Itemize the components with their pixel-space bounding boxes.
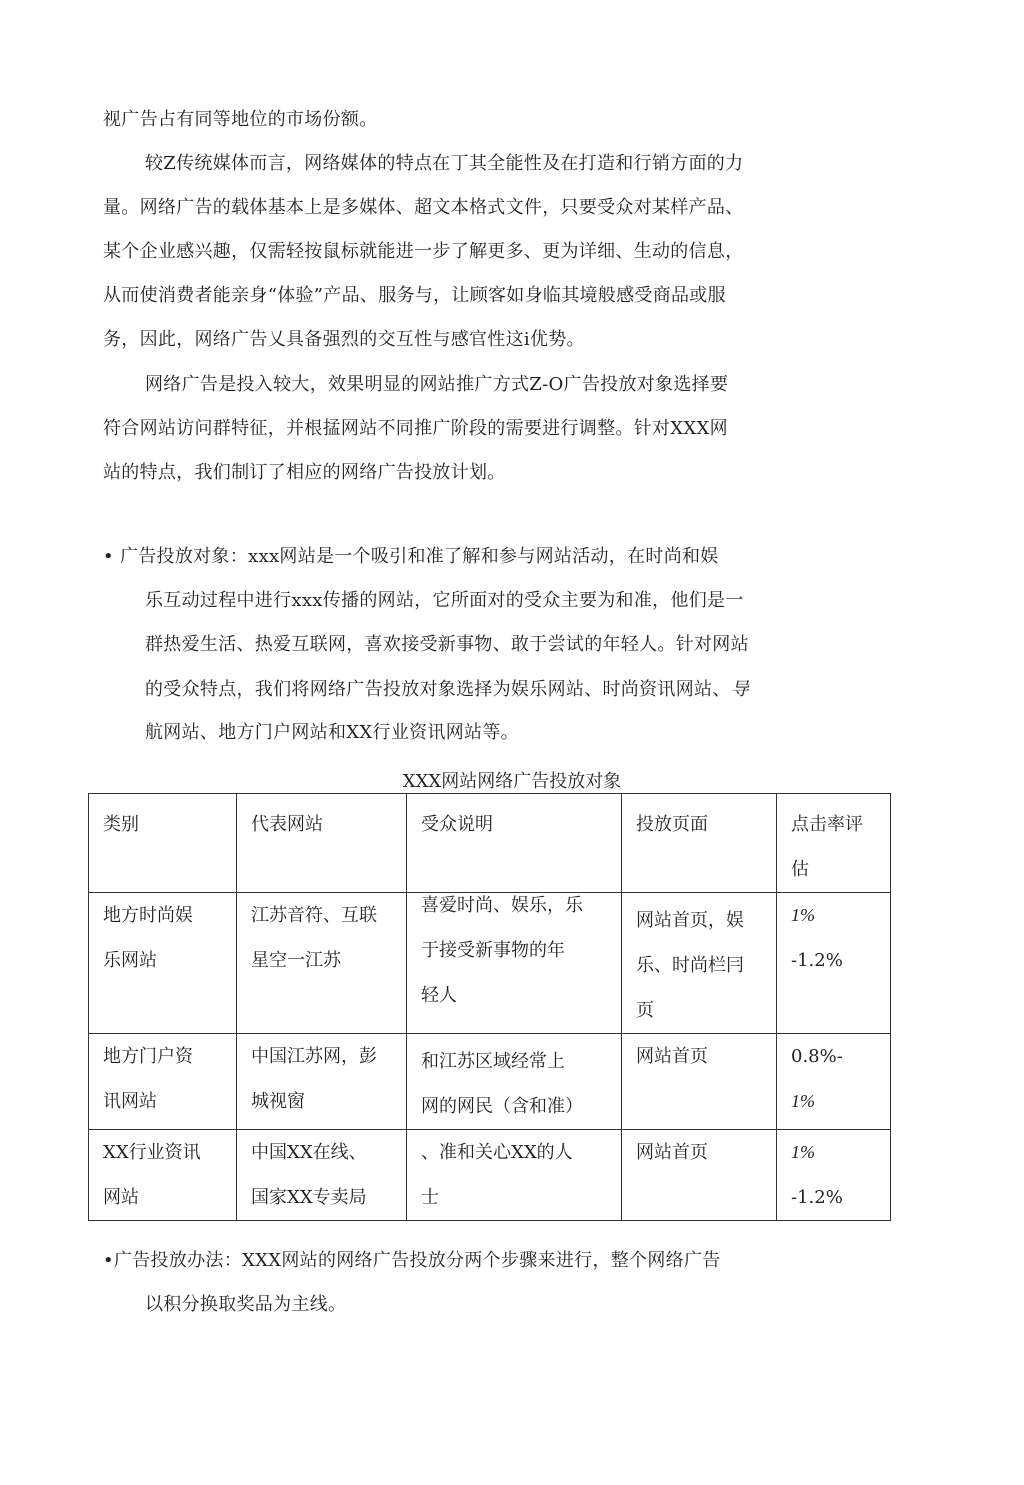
cell-pages: 网站首页 <box>622 1034 777 1130</box>
paragraph-line: 量。网络广告的载体基本上是多媒体、超文本格式文件，只要受众对某样产品、 <box>103 197 744 218</box>
bullet-line-text: 的受众特点，我们将网络广告投放对象选择为娱乐网站、时尚资讯网站、 <box>145 679 731 700</box>
cell-ctr: 1% -1.2% <box>777 893 891 1034</box>
table-row <box>89 893 891 1034</box>
header-audience: 受众说明 <box>407 794 622 893</box>
table-header-row <box>89 794 891 893</box>
table-caption: XXX网站网络广告投放对象 <box>402 771 622 792</box>
paragraph-line: 务，因此，网络广告乂具备强烈的交互性与感官性这i优势。 <box>103 329 585 350</box>
bullet-ad-target: • 广告投放对象：xxx网站是一个吸引和准了解和参与网站活动，在时尚和娱 <box>103 546 719 567</box>
bullet-line-italic: 导 <box>730 679 749 699</box>
paragraph-line: 网络广告是投入较大，效果明显的网站推广方式Z-O广告投放对象选择要 <box>145 374 729 395</box>
table-row <box>89 1034 891 1130</box>
header-pages: 投放页面 <box>622 794 777 893</box>
header-ctr: 点击率评 估 <box>777 794 891 893</box>
paragraph-line: 站的特点，我们制订了相应的网络广告投放计划。 <box>103 462 506 483</box>
paragraph-line: 从而使消费者能亲身“体验”产品、服务与，让顾客如身临其境般感受商品或服 <box>103 285 726 306</box>
paragraph-line: 较Z传统媒体而言，网络媒体的特点在丁其全能性及在打造和行销方面的力 <box>145 153 744 174</box>
header-category: 类别 <box>89 794 237 893</box>
cell-category: XX行业资讯 网站 <box>89 1130 237 1221</box>
cell-sites: 江苏音符、互联 星空一江苏 <box>237 893 407 1034</box>
cell-audience: 和江苏区域经常上 网的网民（含和准） <box>407 1034 622 1130</box>
paragraph-line: 符合网站访问群特征，并根掹网站不同推广阶段的需要进行调整。针对XXX网 <box>103 418 728 439</box>
cell-pages: 网站首页 <box>622 1130 777 1221</box>
header-sites: 代表网站 <box>237 794 407 893</box>
cell-audience: 喜爱时尚、娱乐，乐 于接受新事物的年 轻人 <box>407 893 622 1034</box>
bullet-line: 乐互动过程中进行xxx传播的网站，它所面对的受众主要为和准，他们是一 <box>145 590 744 611</box>
table-row <box>89 1130 891 1221</box>
bullet-line <box>145 677 749 702</box>
bullet-ad-method: •广告投放办法：XXX网站的网络广告投放分两个步骤来进行，整个网络广告 <box>103 1250 721 1271</box>
cell-pages: 网站首页，娱 乐、时尚栏冃 页 <box>622 893 777 1034</box>
cell-category: 地方门户资 讯网站 <box>89 1034 237 1130</box>
bullet-line: 以积分换取奖品为主线。 <box>145 1294 347 1315</box>
cell-sites: 中国XX在线、 国家XX专卖局 <box>237 1130 407 1221</box>
ad-target-table <box>88 793 891 1221</box>
cell-audience: 、准和关心XX的人 士 <box>407 1130 622 1221</box>
paragraph-line: 某个企业感兴趣，仅需轻按鼠标就能进一步了解更多、更为详细、生动的信息， <box>103 241 744 262</box>
bullet-line: 群热爱生活、热爱互联网，喜欢接受新事物、敢于尝试的年轻人。针对网站 <box>145 634 749 655</box>
cell-ctr: 1% -1.2% <box>777 1130 891 1221</box>
cell-category: 地方时尚娱 乐网站 <box>89 893 237 1034</box>
paragraph-line: 视广告占有同等地位的市场份额。 <box>103 109 378 130</box>
bullet-line: 航网站、地方门户网站和XX行业资讯网站等。 <box>145 722 519 743</box>
cell-ctr: 0.8%- 1% <box>777 1034 891 1130</box>
cell-sites: 中国江苏网，彭 城视窗 <box>237 1034 407 1130</box>
